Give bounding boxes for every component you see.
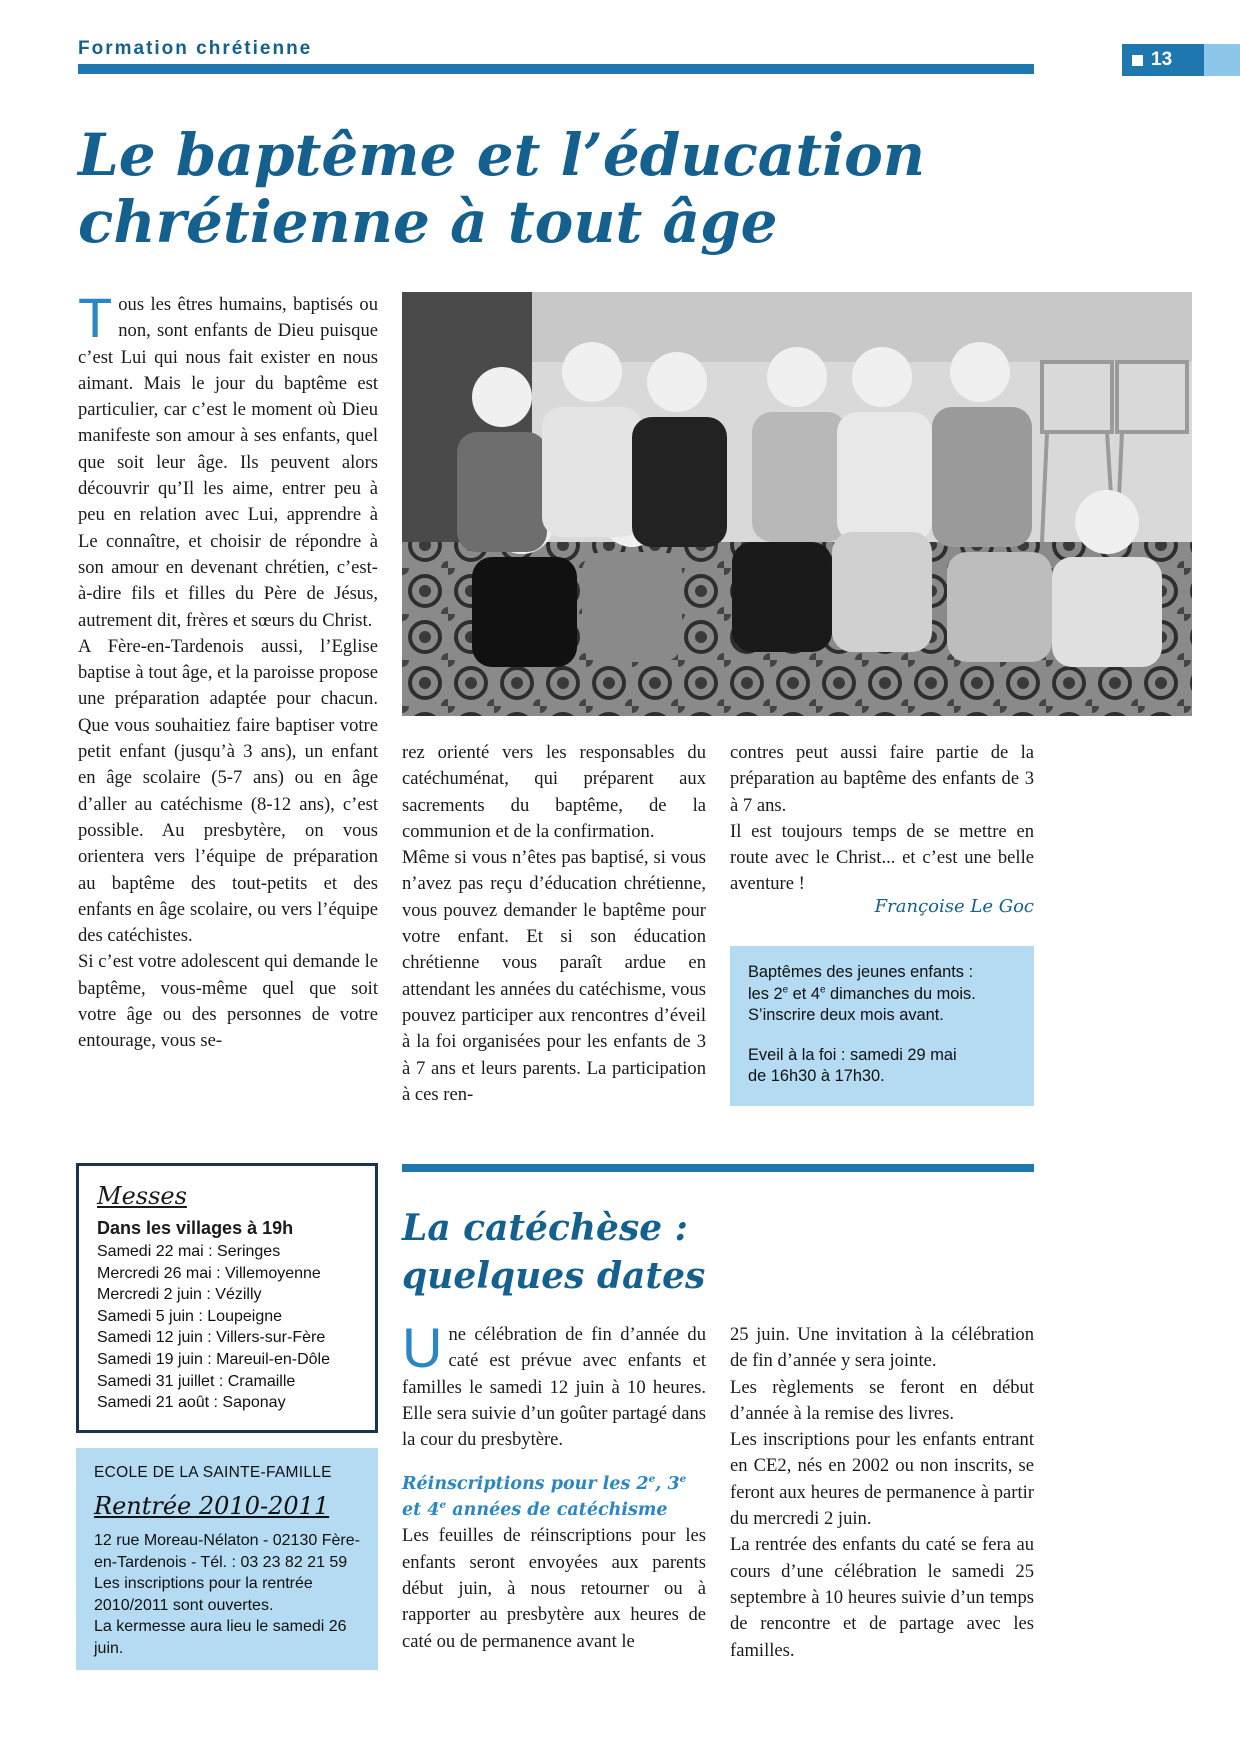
article-paragraph: Les feuilles de réinscriptions pour les enfants seront envoyées aux parents début juin, à nous retourner ou à rapporter au presbytère aux heures de caté ou de permanence avant le xyxy=(402,1525,706,1652)
article-paragraph: La rentrée des enfants du caté se fera au cours d’une célébration le samedi 25 septembre à 10 heures suivie d’un temps de rencontre et de partage avec les familles. xyxy=(730,1534,1034,1661)
article-column-3 xyxy=(730,740,1034,898)
page-title-line2: chrétienne à tout âge xyxy=(78,188,778,256)
page-tab xyxy=(1204,44,1240,76)
subhead-text: et 4 xyxy=(402,1500,440,1521)
article-paragraph: rez orienté vers les responsables du catéchuménat, qui préparent aux sacrements du baptême, de la communion et de la confirmation. xyxy=(402,742,706,842)
article-paragraph: Les inscriptions pour les enfants entrant en CE2, nés en 2002 ou non inscrits, se feront aux heures de permanence à partir du mercredi 2 juin. xyxy=(730,1429,1034,1530)
subhead-text: Réinscriptions pour les 2 xyxy=(402,1474,649,1495)
article-text: ne célébration de fin d’année du caté est prévue avec enfants et familles le samedi 12 juin à 10 heures. Elle sera suivie d’un goûter partagé dans la cour du presbytère. xyxy=(402,1324,706,1451)
group-photo xyxy=(402,292,1192,716)
catechese-column-2 xyxy=(730,1322,1034,1664)
catechese-title xyxy=(402,1204,1022,1300)
superscript: e xyxy=(820,984,826,996)
catechese-title-line1: La catéchèse : xyxy=(402,1207,688,1249)
page-title xyxy=(78,122,1078,256)
mess-line: Samedi 19 juin : Mareuil-en-Dôle xyxy=(97,1350,330,1368)
drop-cap: U xyxy=(402,1316,443,1379)
messes-box xyxy=(76,1163,378,1433)
ecole-text xyxy=(94,1530,360,1659)
info-text: et 4 xyxy=(788,984,820,1003)
article-paragraph xyxy=(402,1316,706,1453)
info-box-line: Eveil à la foi : samedi 29 mai xyxy=(748,1045,957,1064)
article-paragraph: Il est toujours temps de se mettre en route avec le Christ... et c’est une belle aventure ! xyxy=(730,820,1034,895)
info-text: les 2 xyxy=(748,984,783,1003)
article-paragraph: Si c’est votre adolescent qui demande le baptême, vous-même quel que soit votre âge ou des personnes de votre entourage, vous se- xyxy=(78,951,378,1052)
header-rule xyxy=(78,64,1034,74)
superscript: e xyxy=(782,984,789,996)
subhead-text: , 3 xyxy=(655,1474,680,1495)
children-photo-illustration xyxy=(402,292,1192,716)
ecole-box xyxy=(76,1448,378,1670)
mess-line: Mercredi 26 mai : Villemoyenne xyxy=(97,1264,321,1282)
messes-subtitle: Dans les villages à 19h xyxy=(97,1218,294,1238)
info-box-line xyxy=(748,984,1016,1006)
ecole-line: La kermesse aura lieu le samedi 26 juin. xyxy=(94,1618,347,1657)
article-text: ous les êtres humains, baptisés ou non, sont enfants de Dieu puisque c’est Lui qui nous fait exister en nous aimant. Mais le jour du baptême est particulier, car c’est le moment où Dieu manifeste son amour à ses enfants, quel que soit leur âge. Ils peuvent alors découvrir qu’Il les aime, entrer peu à peu en relation avec Lui, apprendre à Le connaître, et choisir de répondre à son amour en devenant chrétien, c’est-à-dire fils et filles du Père de Jésus, autrement dit, frères et sœurs du Christ. xyxy=(78,294,378,631)
ecole-title: Rentrée 2010-2011 xyxy=(94,1492,330,1520)
section-rule xyxy=(402,1164,1034,1172)
mess-line: Samedi 21 août : Saponay xyxy=(97,1394,286,1412)
page-title-line1: Le baptême et l’éducation xyxy=(78,121,926,189)
page-number-badge xyxy=(1122,44,1204,76)
baptism-info-box xyxy=(730,946,1034,1106)
catechese-column-1 xyxy=(402,1316,706,1655)
ecole-name: ECOLE DE LA SAINTE-FAMILLE xyxy=(94,1464,332,1481)
article-paragraph: A Fère-en-Tardenois aussi, l’Eglise baptise à tout âge, et la paroisse propose une préparation adaptée pour chacun. Que vous souhaitiez faire baptiser votre petit enfant (jusqu’à 3 ans), un enfant en âge scolaire (5-7 ans) ou en âge d’aller au catéchisme (8-12 ans), c’est possible. Au presbytère, on vous orientera vers l’équipe de préparation au baptême des tout-petits et des enfants en âge scolaire, ou vers l’équipe des catéchistes. xyxy=(78,635,378,947)
superscript: e xyxy=(439,1499,447,1512)
drop-cap: T xyxy=(78,286,113,349)
article-paragraph: Même si vous n’êtes pas baptisé, si vous n’avez pas reçu d’éducation chrétienne, vous pouvez demander le baptême pour votre enfant. Et si son éducation chrétienne vous paraît ardue en attendant les années du catéchisme, vous pouvez participer aux rencontres d’éveil à la foi organisées pour les enfants de 3 à 7 ans et leurs parents. La participation à ces ren- xyxy=(402,847,706,1105)
ecole-line: 12 rue Moreau-Nélaton - 02130 Fère-en-Tardenois - Tél. : 03 23 82 21 59 xyxy=(94,1532,360,1571)
article-paragraph xyxy=(78,286,378,634)
square-icon xyxy=(1132,55,1143,66)
messes-title: Messes xyxy=(97,1182,187,1210)
superscript: e xyxy=(679,1473,687,1486)
mess-line: Samedi 22 mai : Seringes xyxy=(97,1243,281,1260)
info-box-title: Baptêmes des jeunes enfants : xyxy=(748,963,974,981)
article-paragraph: Les règlements se feront en début d’année à la remise des livres. xyxy=(730,1376,1034,1424)
section-label: Formation chrétienne xyxy=(78,38,313,59)
mess-line: Samedi 31 juillet : Cramaille xyxy=(97,1372,296,1390)
superscript: e xyxy=(648,1473,656,1486)
article-paragraph: contres peut aussi faire partie de la préparation au baptême des enfants de 3 à 7 ans. xyxy=(730,742,1034,816)
article-author: Françoise Le Goc xyxy=(874,896,1034,917)
catechese-subheading xyxy=(402,1471,706,1523)
mess-line: Samedi 12 juin : Villers-sur-Fère xyxy=(97,1329,326,1347)
info-box-line: de 16h30 à 17h30. xyxy=(748,1067,885,1085)
mess-line: Samedi 5 juin : Loupeigne xyxy=(97,1307,283,1325)
article-column-2 xyxy=(402,740,706,1108)
article-column-1 xyxy=(78,286,378,1055)
article-paragraph: 25 juin. Une invitation à la célébration de fin d’année y sera jointe. xyxy=(730,1324,1034,1372)
mess-line: Mercredi 2 juin : Vézilly xyxy=(97,1286,262,1304)
info-box-line: S’inscrire deux mois avant. xyxy=(748,1006,944,1024)
ecole-line: Les inscriptions pour la rentrée 2010/2011 sont ouvertes. xyxy=(94,1575,313,1614)
subhead-text: années de catéchisme xyxy=(446,1500,668,1521)
catechese-title-line2: quelques dates xyxy=(402,1255,706,1297)
page-number: 13 xyxy=(1151,49,1173,70)
info-text: dimanches du mois. xyxy=(825,984,976,1003)
